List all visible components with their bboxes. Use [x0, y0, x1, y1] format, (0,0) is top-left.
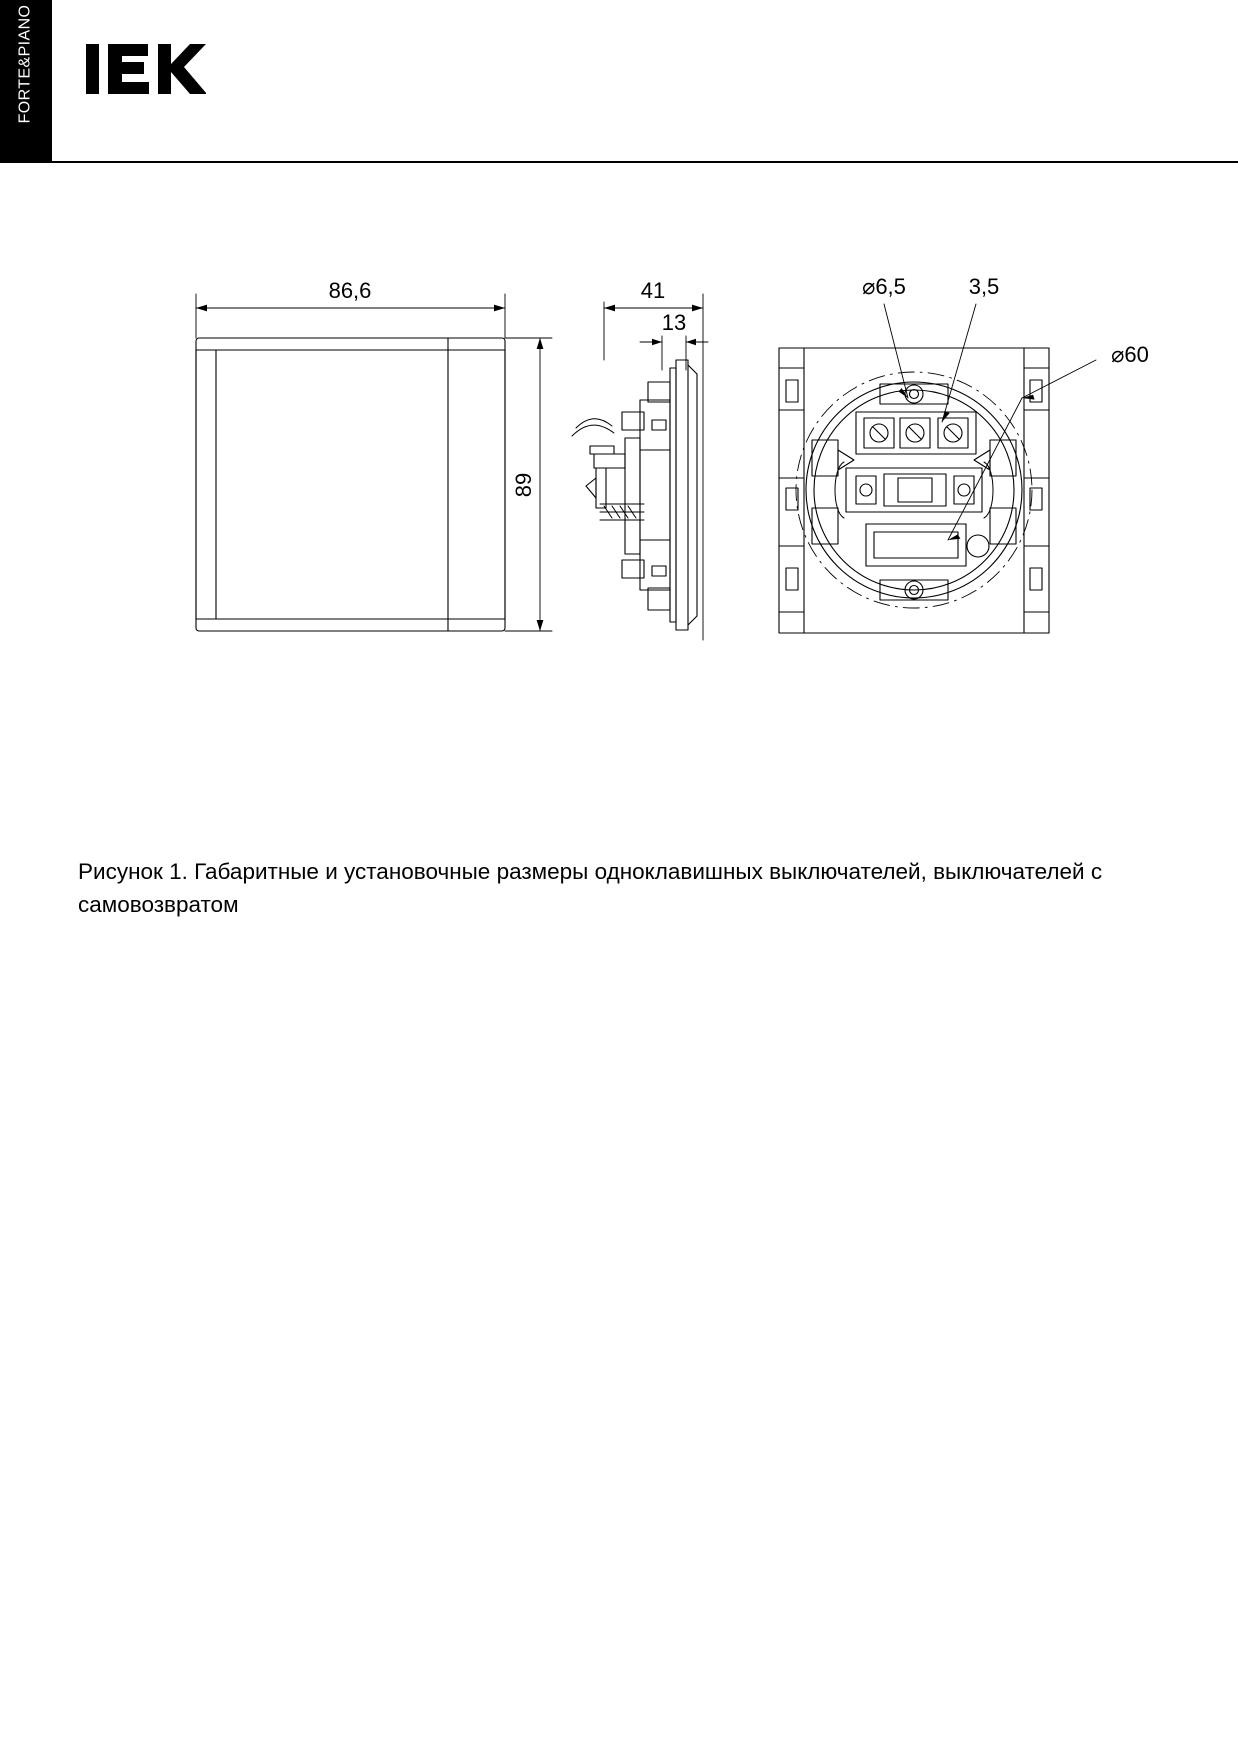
- dimension-side-depth: 41: [640, 278, 666, 303]
- brand-tab-label: FORTE&PIANO: [16, 4, 34, 124]
- dimension-drawing-svg: [0, 250, 1238, 670]
- dimension-side-front-depth: 13: [661, 310, 687, 335]
- side-view: [572, 294, 708, 640]
- page-header: [0, 0, 1238, 163]
- brand-tab: [0, 0, 52, 163]
- front-view: [196, 294, 552, 631]
- technical-drawing: [0, 250, 1238, 670]
- iek-logo: [86, 38, 206, 100]
- dimension-slot-width: 3,5: [968, 274, 1000, 299]
- header-divider: [52, 161, 1238, 163]
- figure-caption: Рисунок 1. Габаритные и установочные размеры одноклавишных выключателей, выключателей с самовозвратом: [78, 859, 1103, 917]
- dimension-front-height: 89: [511, 472, 536, 498]
- dimension-mount-circle: ⌀60: [1111, 342, 1149, 367]
- rear-view: [779, 304, 1096, 633]
- dimension-front-width: 86,6: [328, 278, 372, 303]
- dimension-hole-diameter: ⌀6,5: [862, 274, 906, 299]
